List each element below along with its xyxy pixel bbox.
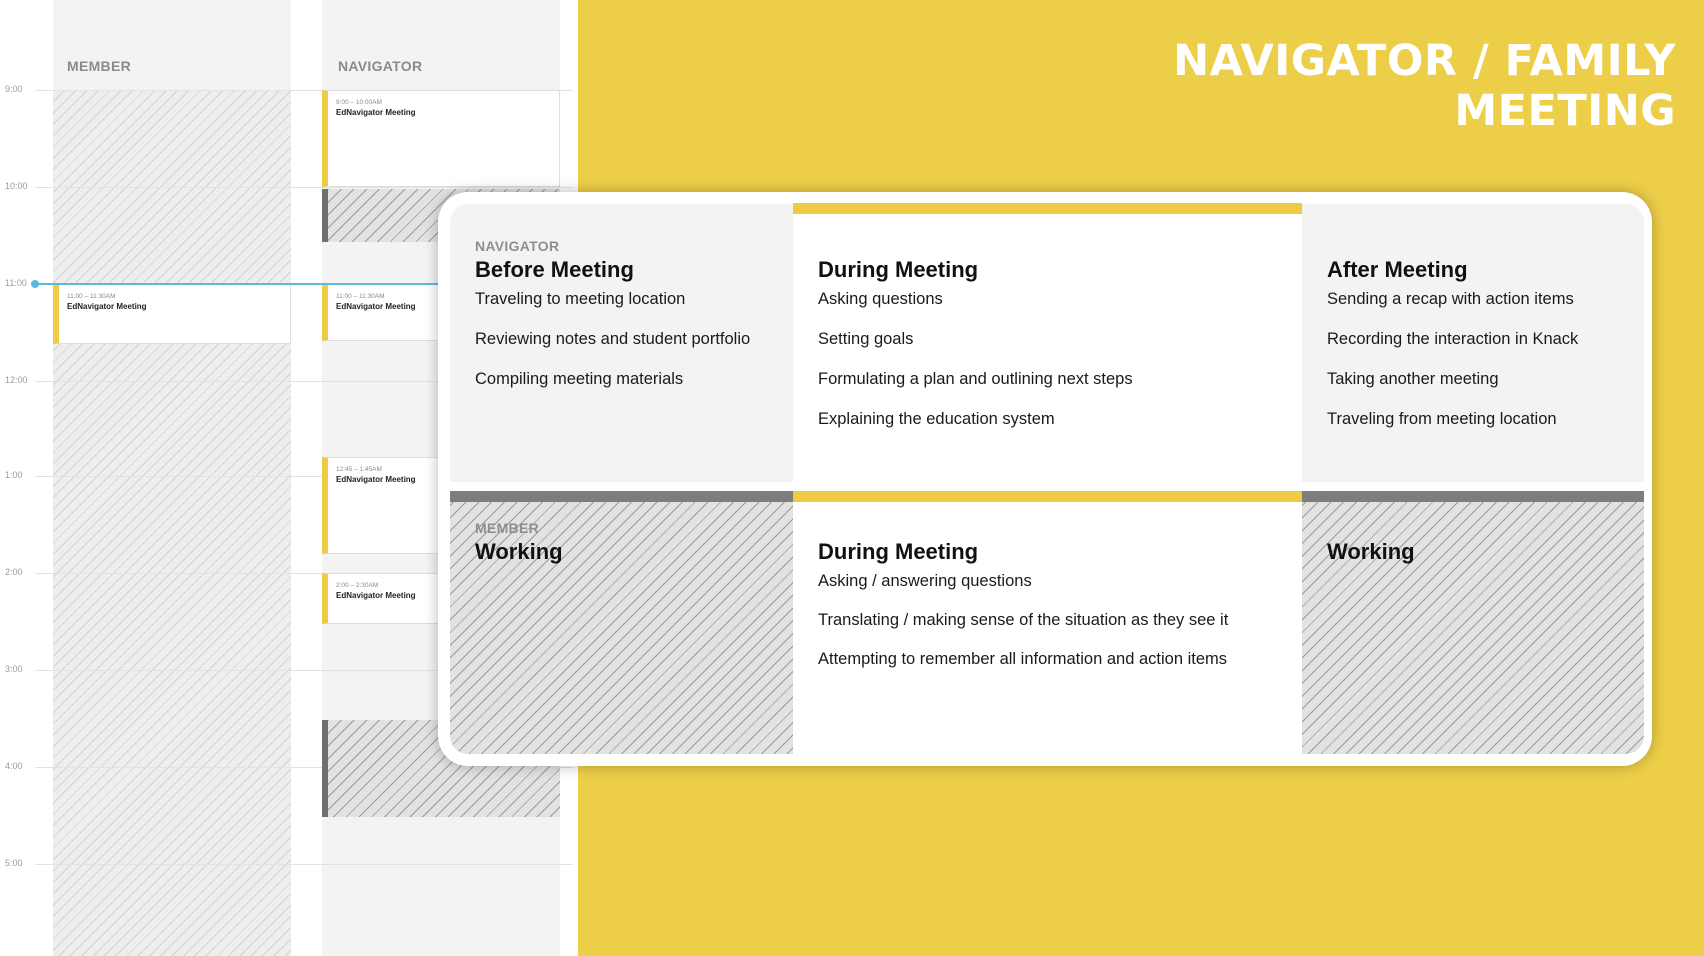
list-item: Setting goals [818,330,914,348]
list-item: Asking / answering questions [818,572,1032,590]
member-after-cell [1302,492,1644,754]
event-time: 11:00 – 11:30AM [67,293,116,300]
hour-label: 12:00 [5,375,28,385]
navigator-during-cell [793,204,1302,482]
after-meeting-heading: After Meeting [1327,257,1468,282]
role-label-member: MEMBER [475,520,540,536]
during-accent-bar [793,491,1302,502]
list-item: Traveling to meeting location [475,290,686,308]
list-item: Explaining the education system [818,410,1055,428]
hour-label: 2:00 [5,567,23,577]
hour-label: 5:00 [5,858,23,868]
event-time: 11:00 – 11:30AM [336,293,385,300]
event-name: EdNavigator Meeting [336,302,416,311]
navigator-before-cell [450,204,793,482]
event-name: EdNavigator Meeting [336,475,416,484]
navigator-event[interactable] [322,90,560,187]
hour-line [35,864,573,865]
hour-label: 9:00 [5,84,23,94]
hour-line [35,187,573,188]
hour-label: 4:00 [5,761,23,771]
list-item: Traveling from meeting location [1327,410,1557,428]
event-name: EdNavigator Meeting [336,591,416,600]
navigator-after-cell [1302,204,1644,482]
before-meeting-heading: Before Meeting [475,257,634,282]
list-item: Formulating a plan and outlining next steps [818,370,1133,388]
during-meeting-list [818,288,1133,448]
event-time: 12:45 – 1:45AM [336,466,382,473]
hour-label: 11:00 [5,278,27,288]
list-item: Compiling meeting materials [475,370,684,388]
event-name: EdNavigator Meeting [336,108,416,117]
list-item: Asking questions [818,290,943,308]
member-during-cell [793,492,1302,754]
working-heading: Working [1327,539,1415,564]
list-item: Translating / making sense of the situation as they see it [818,611,1229,629]
hour-label: 3:00 [5,664,23,674]
member-busy-bar [1302,491,1644,502]
after-meeting-list [1327,288,1578,448]
member-during-list [818,570,1228,687]
during-meeting-heading: During Meeting [818,257,979,282]
member-busy-area [53,90,291,956]
member-event[interactable] [53,284,291,344]
list-item: Taking another meeting [1327,370,1499,388]
event-time: 9:00 – 10:00AM [336,99,382,106]
list-item: Recording the interaction in Knack [1327,330,1579,348]
during-meeting-heading: During Meeting [818,539,979,564]
role-label-navigator: NAVIGATOR [475,238,560,254]
member-column-header: MEMBER [67,58,132,74]
list-item: Reviewing notes and student portfolio [475,330,751,348]
current-time-line [34,283,454,285]
event-name: EdNavigator Meeting [67,302,147,311]
hour-label: 1:00 [5,470,23,480]
member-busy-bar [450,491,793,502]
hour-row [0,858,578,884]
current-time-dot [31,280,39,288]
meeting-comparison-card [438,192,1652,766]
working-heading: Working [475,539,563,564]
member-before-cell [450,492,793,754]
list-item: Attempting to remember all information and action items [818,650,1228,668]
slide-title: NAVIGATOR / FAMILY MEETING [1173,36,1676,136]
hour-label: 10:00 [5,181,28,191]
event-time: 2:00 – 2:30AM [336,582,379,589]
navigator-column-header: NAVIGATOR [338,58,423,74]
list-item: Sending a recap with action items [1327,290,1574,308]
before-meeting-list [475,288,750,408]
during-accent-bar [793,203,1302,214]
